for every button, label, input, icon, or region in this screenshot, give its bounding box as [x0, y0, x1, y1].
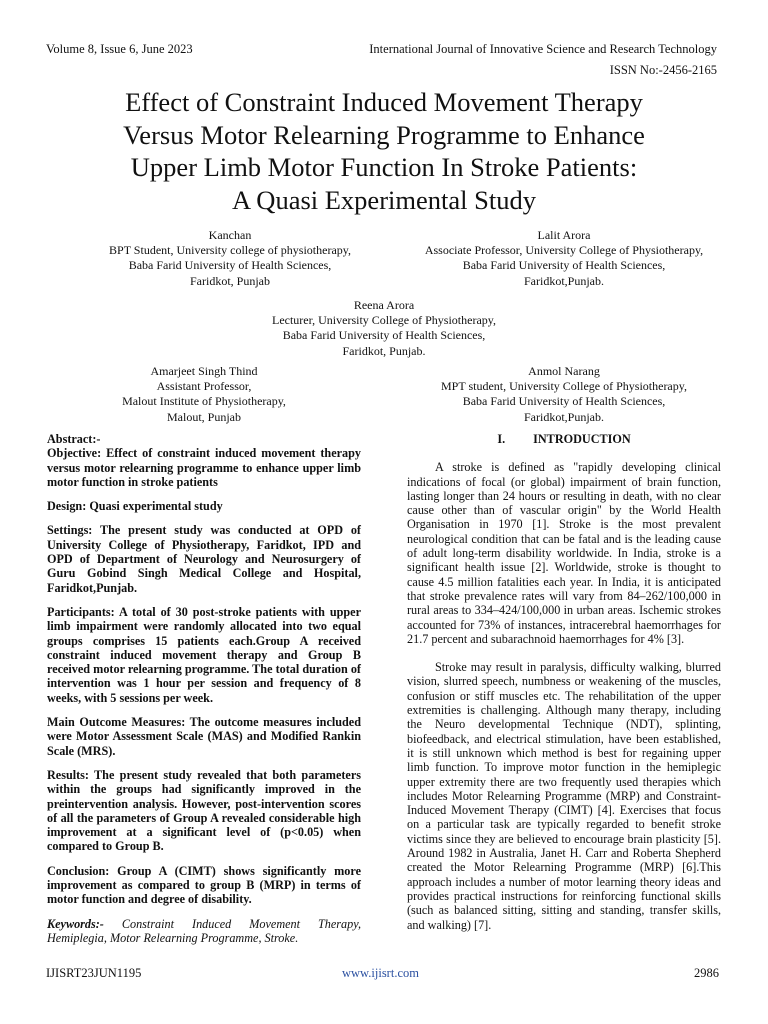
abstract-results: Results: The present study revealed that both parameters within the groups had significantly improved in the preintervention analysis. However, post-intervention scores of all the parameters of Group A revealed considerable high improvement at a significant level of (p<0.05) when compared to Group B. [47, 767, 361, 854]
title-line: Effect of Constraint Induced Movement Therapy [125, 87, 643, 117]
author-affiliation: Baba Farid University of Health Sciences, [462, 258, 666, 273]
abstract-settings: Settings: The present study was conducted at OPD of University College of Physiotherapy, Faridkot, IPD and OPD of Department of Neurology and Neurosurgery of Guru Gobind Singh Medical College and Hospital, Faridkot,Punjab. [47, 523, 361, 595]
author-name: Anmol Narang [528, 364, 600, 378]
abstract-objective: Objective: Effect of constraint induced movement therapy versus motor relearning programme to enhance upper limb motor function in stroke patients [47, 446, 361, 489]
title-line: A Quasi Experimental Study [232, 184, 536, 215]
abstract-keywords [47, 917, 361, 946]
journal-issn: ISSN No:-2456-2165 [609, 63, 717, 77]
author-affiliation: Malout Institute of Physiotherapy, [122, 394, 286, 409]
author-affiliation: Lecturer, University College of Physiotherapy, [271, 313, 496, 328]
author-affiliation: Baba Farid University of Health Sciences, [282, 328, 486, 343]
page-number: 2986 [694, 966, 719, 980]
abstract-participants: Participants: A total of 30 post-stroke patients with upper limb impairment were randomly allocated into two equal groups comprises 15 patients each.Group A received constraint induced movement therapy and Group B received motor relearning programme. The total duration of intervention was 1 hour per session and frequency of 8 weeks, with 5 sessions per week. [47, 604, 361, 705]
abstract-heading: Abstract:- [47, 432, 101, 446]
author-block [214, 298, 554, 359]
abstract-outcomes: Main Outcome Measures: The outcome measures included were Motor Assessment Scale (MAS) and Modified Rankin Scale (MRS). [47, 715, 361, 758]
author-affiliation: Assistant Professor, [156, 379, 252, 394]
author-block [34, 364, 374, 425]
author-affiliation: MPT student, University College of Physiotherapy, [441, 379, 687, 394]
intro-paragraph: Stroke may result in paralysis, difficulty walking, blurred vision, slurred speech, numbness or weakening of the muscles, confusion or stiff muscles etc. The rehabilitation of the upper extremities is challenging. Although many therapy, including the Neuro developmental Technique (NDT), splinting, biofeedback, and electrical stimulation, have been established, it is still unknown which method is best for regaining upper limb function. To improve motor function in the hemiplegic upper extremity there are two frequently used therapies which includes Motor Relearning Programme (MRP) and Constraint-Induced Movement Therapy (CIMT) [4]. Exercises that focus on a particular task are typically regarded to benefit stroke victims since they are believed to encourage brain plasticity [5]. Around 1982 in Australia, Janet H. Carr and Roberta Shepherd created the Motor Relearning Programme (MRP) [6].This approach includes a number of motor learning theory ideas and provides practical instructions for reinforcing functional skills (such as balanced sitting, sitting and standing, transfer skills, and walking) [7]. [407, 660, 721, 932]
author-affiliation: Malout, Punjab [167, 409, 241, 424]
abstract-design: Design: Quasi experimental study [47, 499, 223, 514]
author-affiliation: Associate Professor, University College of Physiotherapy, [424, 243, 704, 258]
author-affiliation: Faridkot,Punjab. [524, 409, 604, 424]
author-name: Amarjeet Singh Thind [150, 364, 258, 378]
author-affiliation: Baba Farid University of Health Sciences, [462, 394, 666, 409]
abstract-column [47, 432, 361, 955]
section-heading [407, 432, 721, 446]
section-number: I. [497, 432, 506, 446]
author-block [60, 228, 400, 289]
author-name: Reena Arora [353, 298, 415, 312]
intro-paragraph: A stroke is defined as "rapidly developing clinical indications of focal (or global) impairment of brain function, lasting longer than 24 hours or resulting in death, with no clear cause other than of vascular origin" by the World Health Organisation in 1970 [1]. Stroke is the most prevalent neurological condition that can be fatal and is the leading cause of adult long-term disability worldwide. In India, stroke is a significant health issue [2]. Worldwide, stroke is thought to cause 4.5 million fatalities each year. In India, it is anticipated that stroke prevalence rates will vary from 84–262/100,000 in rural areas to 334–424/100,000 in urban areas. Ischemic strokes accounted for 73% of instances, intracerebral haemorrhages for 21.7 percent and subarachnoid haemorrhages for 4% [3]. [407, 460, 721, 646]
journal-name: International Journal of Innovative Science and Research Technology [369, 42, 717, 56]
author-affiliation: Faridkot, Punjab [190, 273, 270, 288]
journal-volume: Volume 8, Issue 6, June 2023 [46, 42, 193, 56]
author-name: Lalit Arora [537, 228, 591, 242]
introduction-column [407, 432, 721, 942]
author-name: Kanchan [208, 228, 252, 242]
author-affiliation: Faridkot,Punjab. [524, 273, 604, 288]
author-affiliation: BPT Student, University college of physiotherapy, [109, 243, 351, 258]
title-line: Versus Motor Relearning Programme to Enhance [123, 119, 645, 150]
abstract-conclusion: Conclusion: Group A (CIMT) shows significantly more improvement as compared to group B (MRP) in terms of motor function and degree of disability. [47, 863, 361, 907]
keywords-text: Constraint Induced Movement Therapy, Hemiplegia, Motor Relearning Programme, Stroke. [47, 916, 361, 945]
journal-website-link[interactable]: www.ijisrt.com [342, 966, 419, 980]
author-block [394, 364, 734, 425]
section-title: INTRODUCTION [533, 432, 631, 446]
author-block [394, 228, 734, 289]
paper-title [40, 86, 728, 216]
author-affiliation: Baba Farid University of Health Sciences, [128, 258, 332, 273]
paper-id: IJISRT23JUN1195 [46, 966, 142, 980]
author-affiliation: Faridkot, Punjab. [342, 343, 426, 358]
keywords-label: Keywords:- [47, 916, 104, 931]
title-line: Upper Limb Motor Function In Stroke Patients: [130, 152, 638, 182]
